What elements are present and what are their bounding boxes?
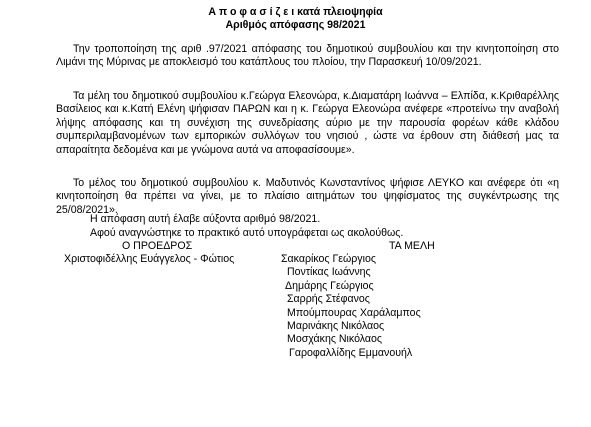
members-list [277, 253, 421, 360]
member-name: Γαροφαλλίδης Εμμανουήλ [289, 346, 413, 359]
decision-title: Α π ο φ α σ ί ζ ε ι κατά πλειοψηφία [208, 6, 383, 18]
members-title: ΤΑ ΜΕΛΗ [389, 240, 435, 252]
member-name: Μοσχάκης Νικόλαος [287, 333, 383, 346]
member-name: Σακαρίκος Γεώργιος [281, 253, 376, 265]
paragraph-amendment-text: Την τροποποίηση της αριθ .97/2021 απόφασης του δημοτικού συμβουλίου και την κινητοποίηση στο Λιμάνι της Μύρινας με αποκλεισμό του κατάπλους του πλοίου, την Παρασκευή 10/09/2021. [56, 43, 559, 69]
paragraph-present-votes-text: Τα μέλη του δημοτικού συμβουλίου κ.Γεώργα Ελεονώρα, κ.Διαματάρη Ιωάννα – Ελπίδα, κ.Κριθαρέλλης Βασίλειος και κ.Κατή Ελένη ψήφισαν ΠΑΡΩΝ και η κ. Γεώργα Ελεονώρα ανέφερε «προτείνω την αναβολή λήψης απόφασης και τη συνέχιση της συνεδρίασης αύριο με την παρουσία φορέων κάθε κλάδου συμπεριλαμβανομένων των εμπορικών συλλόγων του νησιού , ώστε να έρθουν στη διάθεσή μας τα απαραίτητα δεδομένα και με γνώμονα αυτά να αποφασίσουμε». [56, 90, 559, 156]
member-name: Δημάρης Γεώργιος [285, 279, 374, 292]
signing-note: Αφού αναγνώστηκε το πρακτικό αυτό υπογράφεται ως ακολούθως. [90, 227, 404, 239]
paragraph-blank-vote-text: Το μέλος του δημοτικού συμβουλίου κ. Μαδυτινός Κωνσταντίνος ψήφισε ΛΕΥΚΟ και ανέφερε ότι «η κινητοποίηση θα πρέπει να γίνει, με το πλαίσιο αιτημάτων του ψηφίσματος της συγκέντρωσης της 25/08/2021». [56, 177, 559, 216]
member-name: Ποντίκας Ιωάννης [287, 266, 371, 279]
chair-name: Χριστοφιδέλλης Ευάγγελος - Φώτιος [64, 253, 235, 265]
final-decision-number: Η απόφαση αυτή έλαβε αύξοντα αριθμό 98/2021. [90, 213, 321, 225]
member-name: Μαρινάκης Νικόλαος [287, 320, 385, 333]
paragraph-amendment [56, 43, 559, 70]
paragraph-present-votes [56, 90, 559, 157]
decision-number: Αριθμός απόφασης 98/2021 [225, 19, 366, 31]
member-name: Μπούμπουρας Χαράλαμπος [287, 306, 421, 319]
chair-title: Ο ΠΡΟΕΔΡΟΣ [122, 240, 193, 252]
member-name: Σαρρής Στέφανος [287, 293, 370, 306]
paragraph-blank-vote [56, 177, 559, 217]
